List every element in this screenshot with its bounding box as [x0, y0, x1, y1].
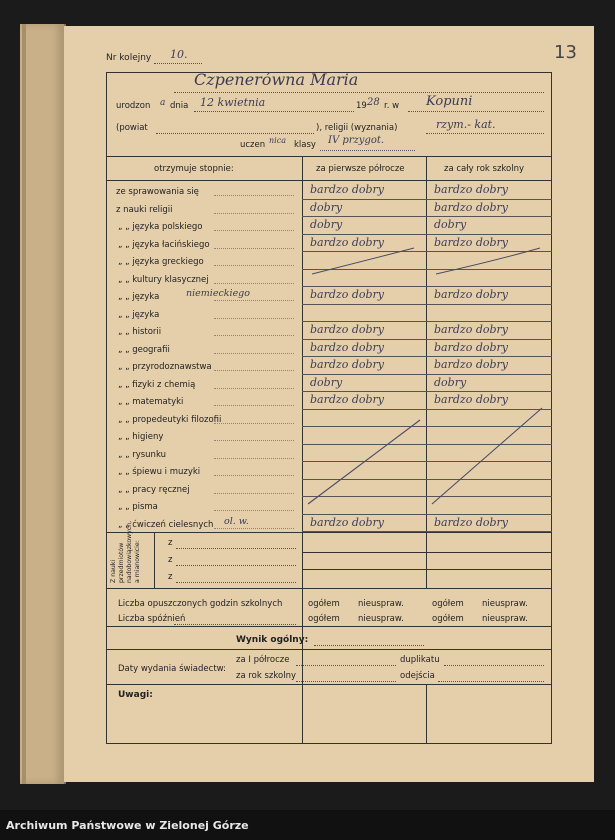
subject-label: „ „ pracy ręcznej: [118, 484, 190, 495]
full-year-date-label: za rok szkolny: [236, 671, 296, 681]
col-subjects-header: otrzymuje stopnie:: [154, 164, 234, 174]
grade-first-half: bardzo dobry: [310, 358, 384, 371]
optional-row-rule: [302, 569, 552, 570]
grade-first-half: dobry: [310, 218, 343, 231]
subject-label: „ „ matematyki: [118, 397, 184, 407]
subject-label: ze sprawowania się: [116, 187, 199, 197]
grade-full-year: bardzo dobry: [434, 358, 508, 371]
subject-label: „ „ języka polskiego: [118, 222, 203, 232]
rw-label: r. w: [384, 101, 400, 111]
absence-total-first: ogółem: [308, 599, 340, 609]
optional-row-line: [176, 548, 296, 549]
dates-label: Daty wydania świadectw:: [118, 664, 226, 674]
klasy-label: klasy: [294, 140, 316, 150]
urodzon-label: urodzon: [116, 101, 151, 111]
birth-date: 12 kwietnia: [200, 96, 266, 109]
grade-full-year: bardzo dobry: [434, 340, 508, 354]
subject-label: „ „ języka: [118, 292, 160, 302]
grade-full-year: bardzo dobry: [434, 288, 508, 301]
result-label: Wynik ogólny:: [236, 635, 309, 645]
col-full-year-header: za cały rok szkolny: [444, 164, 525, 174]
certificate-page: [64, 26, 594, 782]
archive-name: Archiwum Państwowe w Zielonej Górze: [6, 819, 249, 832]
subject-extra: niemieckiego: [186, 288, 250, 299]
grade-full-year: bardzo dobry: [434, 393, 508, 406]
optional-row-label: z: [168, 538, 173, 548]
grade-full-year: dobry: [434, 375, 467, 389]
grade-first-half: dobry: [310, 200, 343, 214]
absence-unexcused-first: nieuspraw.: [358, 599, 404, 609]
col-first-half-header: za pierwsze półrocze: [316, 164, 405, 174]
late-unexcused-first: nieuspraw.: [358, 614, 404, 624]
grade-full-year: bardzo dobry: [434, 183, 508, 196]
grade-first-half: bardzo dobry: [310, 183, 384, 196]
subject-label: „ „ higieny: [118, 432, 164, 442]
first-half-date-label: za I półrocze: [236, 655, 290, 665]
subject-label: z nauki religii: [116, 204, 173, 215]
grade-full-year: bardzo dobry: [434, 323, 508, 336]
optional-row-label: z: [168, 572, 173, 582]
subject-label: „ „ pisma: [118, 502, 158, 512]
subject-label: „ „ propedeutyki filozofii: [118, 414, 222, 425]
subject-label: „ „ geografii: [118, 344, 170, 355]
subject-label: „ „ kultury klasycznej: [118, 274, 209, 285]
absence-unexcused-year: nieuspraw.: [482, 599, 528, 609]
subject-extra: ol. w.: [224, 515, 249, 527]
subject-label: „ „ języka łacińskiego: [118, 239, 210, 250]
page-number: 13: [554, 42, 577, 63]
subject-label: „ „ ćwiczeń cielesnych: [118, 519, 214, 530]
optional-row-label: z: [168, 555, 173, 565]
subject-label: „ „ historii: [118, 327, 162, 337]
subject-label: „ „ przyrodoznawstwa: [118, 362, 212, 372]
grade-full-year: bardzo dobry: [434, 515, 508, 529]
subject-label: „ „ fizyki z chemią: [118, 379, 196, 390]
religion: rzym.- kat.: [436, 118, 496, 131]
binder-spine: [20, 24, 66, 784]
grade-full-year: bardzo dobry: [434, 235, 508, 249]
grade-first-half: bardzo dobry: [310, 235, 384, 249]
grade-first-half: bardzo dobry: [310, 515, 384, 529]
optional-row-line: [176, 582, 296, 583]
late-unexcused-year: nieuspraw.: [482, 614, 528, 624]
archive-footer: [0, 810, 615, 840]
subject-label: „ „ języka: [118, 309, 160, 320]
subject-label: „ „ śpiewu i muzyki: [118, 467, 201, 477]
optional-row-line: [176, 565, 296, 566]
nr-label: Nr kolejny: [106, 53, 152, 63]
late-label: Liczba spóźnień: [118, 614, 186, 624]
binder-edge: [22, 24, 26, 784]
subject-label: „ „ rysunku: [118, 449, 166, 460]
remarks-label: Uwagi:: [118, 690, 153, 700]
grade-first-half: bardzo dobry: [310, 393, 384, 406]
grade-full-year: dobry: [434, 218, 467, 231]
year-prefix: 19: [356, 101, 367, 111]
religii-label: ), religii (wyznania): [316, 123, 398, 133]
optional-subjects-label: Z nauki przedmiotów nadobowiązkowych, a mianowicie:: [110, 520, 141, 583]
urodzon-suffix: a: [160, 98, 166, 108]
subject-label: „ „ języka greckiego: [118, 257, 204, 267]
powiat-label: (powiat: [116, 123, 148, 133]
grade-first-half: bardzo dobry: [310, 340, 384, 354]
absence-hours-label: Liczba opuszczonych godzin szkolnych: [118, 599, 283, 609]
class-value: IV przygot.: [328, 135, 385, 146]
dnia-label: dnia: [170, 101, 189, 111]
duplicate-label: duplikatu: [400, 655, 440, 665]
grade-first-half: dobry: [310, 375, 343, 389]
late-total-first: ogółem: [308, 614, 340, 624]
year-suffix: 28: [367, 97, 380, 108]
grade-first-half: bardzo dobry: [310, 323, 384, 336]
uczen-label: uczen: [240, 140, 266, 150]
grade-full-year: bardzo dobry: [434, 200, 508, 214]
optional-row-rule: [302, 552, 552, 553]
nr-value: 10.: [170, 48, 188, 61]
birth-place: Kopuni: [426, 94, 473, 109]
copy-label: odejścia: [400, 671, 435, 681]
student-name: Czpenerówna Maria: [194, 70, 359, 89]
late-total-year: ogółem: [432, 614, 464, 624]
uczen-suffix: nica: [269, 136, 286, 145]
absence-total-year: ogółem: [432, 599, 464, 609]
grade-first-half: bardzo dobry: [310, 288, 384, 301]
